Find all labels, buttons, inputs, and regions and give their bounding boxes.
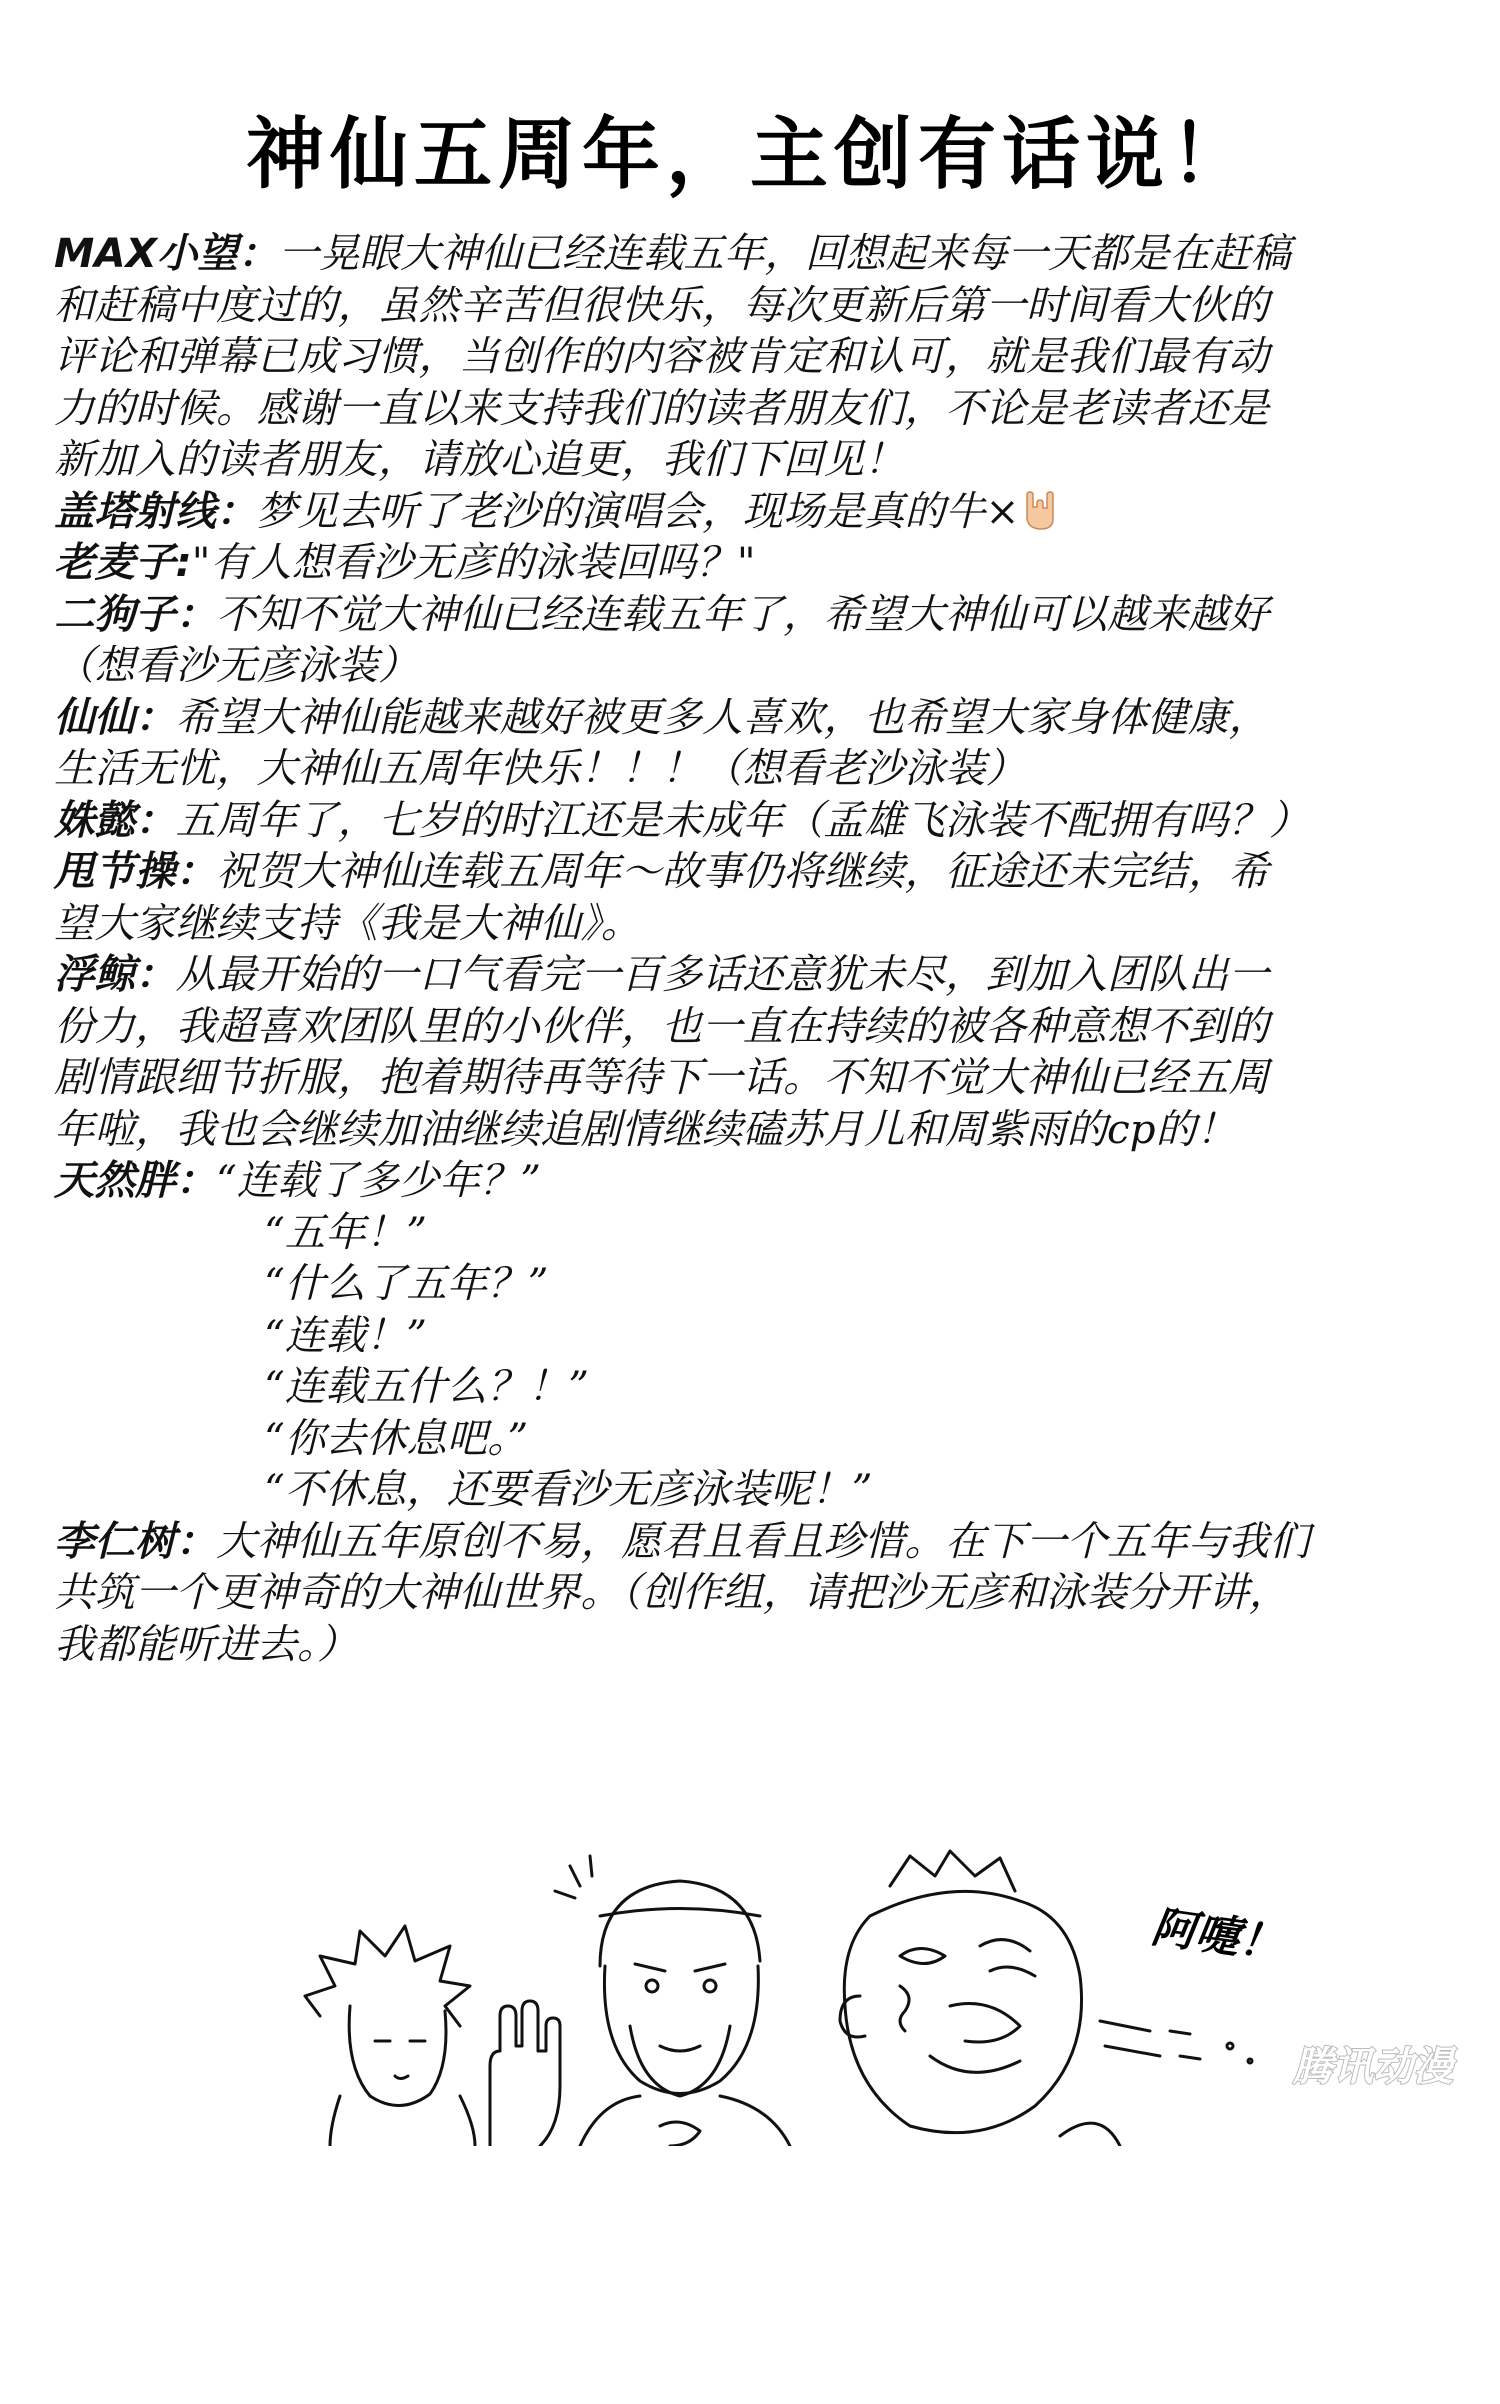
entry-laomaizi [54, 537, 1454, 589]
spiky-hair-character [305, 1926, 475, 2146]
entry-name: 甩节操： [54, 847, 216, 895]
dialogue-line: “什么了五年？” [264, 1259, 549, 1307]
entry-line: 不知不觉大神仙已经连载五年了，希望大神仙可以越来越好 [216, 589, 1269, 638]
entry-max [54, 228, 1454, 486]
bearded-character [555, 1856, 790, 2146]
entry-line: 梦见去听了老沙的演唱会，现场是真的牛× [256, 486, 1020, 535]
entry-lirenshu [54, 1516, 1454, 1671]
sneeze-lines [1100, 2021, 1252, 2063]
entry-gaita [54, 486, 1454, 538]
entry-line: 力的时候。感谢一直以来支持我们的读者朋友们，不论是老读者还是 [54, 383, 1269, 432]
entry-name: 李仁树： [54, 1516, 216, 1565]
entry-line: 评论和弹幕已成习惯，当创作的内容被肯定和认可，就是我们最有动 [54, 332, 1269, 380]
entry-line: "有人想看沙无彦的泳装回吗？" [191, 538, 756, 586]
entry-name: 天然胖： [54, 1156, 216, 1204]
entry-line: 年啦，我也会继续加油继续追剧情继续磕苏月儿和周紫雨的cp的！ [54, 1104, 1237, 1153]
sneeze-text: 阿嚏！ [1148, 1901, 1287, 1971]
entry-name: 浮鲸： [54, 950, 176, 998]
entry-line: 一晃眼大神仙已经连载五年，回想起来每一天都是在赶稿 [278, 229, 1291, 277]
entry-line: 新加入的读者朋友，请放心追更，我们下回见！ [54, 435, 905, 483]
entry-line: 剧情跟细节折服，抱着期待再等待下一话。不知不觉大神仙已经五周 [54, 1053, 1269, 1101]
entry-line: 我都能听进去。） [54, 1619, 358, 1668]
entry-line: 祝贺大神仙连载五周年～故事仍将继续，征途还未完结，希 [216, 847, 1269, 895]
entry-name: 盖塔射线： [54, 486, 257, 535]
entry-xianxian [54, 692, 1454, 795]
dialogue-line: “连载五什么？！” [264, 1362, 589, 1410]
entry-line: 份力，我超喜欢团队里的小伙伴，也一直在持续的被各种意想不到的 [54, 1001, 1269, 1050]
entry-line: 和赶稿中度过的，虽然辛苦但很快乐，每次更新后第一时间看大伙的 [54, 280, 1269, 329]
entry-fujing [54, 949, 1454, 1155]
entry-line: 共筑一个更神奇的大神仙世界。（创作组，请把沙无彦和泳装分开讲， [54, 1568, 1290, 1616]
entry-line: 五周年了，七岁的时江还是未成年（孟雄飞泳装不配拥有吗？） [175, 795, 1310, 844]
dialogue-line: “连载了多少年？” [216, 1156, 541, 1204]
watermark-text: 腾讯动漫 [1293, 2044, 1453, 2090]
entry-line: 大神仙五年原创不易，愿君且看且珍惜。在下一个五年与我们 [216, 1516, 1310, 1565]
entry-line: 从最开始的一口气看完一百多话还意犹未尽，到加入团队出一 [175, 950, 1269, 998]
dialogue-line: “连载！” [264, 1310, 427, 1359]
entry-name: 姝懿： [54, 795, 176, 844]
entry-ergouzi [54, 589, 1454, 692]
entry-line: 望大家继续支持《我是大神仙》。 [54, 898, 642, 947]
entry-name: MAX小望： [54, 229, 279, 277]
rock-on-hand-icon [1019, 489, 1059, 533]
entry-line: 希望大神仙能越来越好被更多人喜欢，也希望大家身体健康， [175, 692, 1269, 741]
entry-shuyi [54, 795, 1454, 847]
watermark-logo [1262, 2040, 1484, 2092]
entry-shuaijiecao [54, 846, 1454, 949]
message-list [54, 228, 1454, 1670]
entry-name: 仙仙： [54, 692, 176, 741]
entry-name: 二狗子： [54, 589, 216, 638]
characters-illustration [300, 1846, 1470, 2146]
dialogue-line: “五年！” [264, 1207, 427, 1256]
entry-name: 老麦子: [54, 538, 192, 586]
dialogue-line: “不休息，还要看沙无彦泳装呢！” [264, 1465, 873, 1513]
entry-line: （想看沙无彦泳装） [54, 641, 419, 689]
dialogue-line: “你去休息吧。” [264, 1413, 529, 1462]
page-title: 神仙五周年，主创有话说！ [245, 110, 1254, 200]
raised-hand [490, 2001, 560, 2146]
sneezing-character [840, 1851, 1120, 2146]
entry-tianranpang [54, 1155, 1454, 1516]
entry-line: 生活无忧，大神仙五周年快乐！！！（想看老沙泳装） [54, 744, 1026, 792]
